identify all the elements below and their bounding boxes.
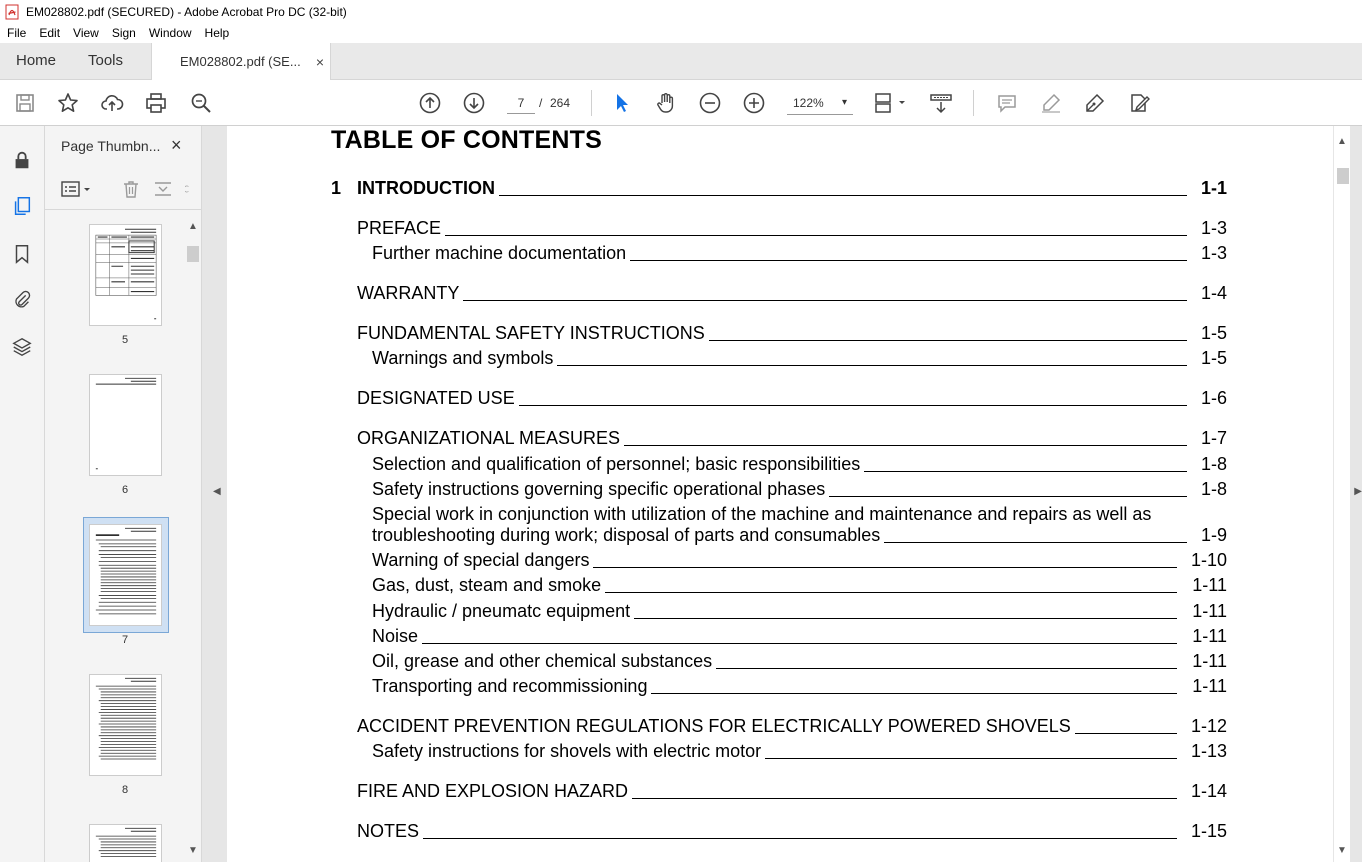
toc-entry-label: Warning of special dangers: [372, 550, 590, 570]
toc-entry-label: Transporting and recommissioning: [372, 676, 648, 696]
toc-entry-page: 1-11: [1192, 575, 1227, 595]
toc-entry-label: Gas, dust, steam and smoke: [372, 575, 602, 595]
toc-entry-label: Special work in conjunction with utilization of the machine and maintenance and repairs as well as: [372, 504, 1152, 524]
toc-entry-page: 1-1: [1200, 178, 1227, 198]
toc-entry[interactable]: [372, 479, 1227, 500]
toc-entry-label: FIRE AND EXPLOSION HAZARD: [357, 781, 629, 801]
chevron-down-icon: ▾: [841, 97, 847, 108]
toc-entry[interactable]: [372, 525, 1227, 546]
toc-entry-label: Warnings and symbols: [372, 348, 554, 368]
toc-entry[interactable]: [372, 504, 1227, 525]
page-total: 264: [550, 96, 571, 110]
thumbnail-page-number: 5: [121, 334, 129, 346]
toc-entry-page: 1-11: [1192, 651, 1227, 671]
menu-file[interactable]: File: [7, 26, 27, 40]
toc-entry[interactable]: [357, 283, 1227, 304]
comment-icon[interactable]: [995, 91, 1019, 115]
toc-entry-page: 1-8: [1200, 454, 1227, 474]
toc-entry-label: troubleshooting during work; disposal of parts and consumables: [372, 525, 881, 545]
chevron-down-icon[interactable]: ▼: [188, 845, 198, 856]
search-icon[interactable]: [189, 91, 213, 115]
tab-document-label: EM028802.pdf (SE...: [180, 54, 301, 69]
toc-entry-page: 1-12: [1190, 716, 1227, 736]
toc-leader-line: [423, 838, 1177, 839]
toc-entry[interactable]: [357, 821, 1227, 842]
toc-entry-label: PREFACE: [357, 218, 442, 238]
page-layout-icon[interactable]: [874, 91, 910, 115]
highlighter-icon[interactable]: [1039, 91, 1063, 115]
menu-view[interactable]: View: [73, 26, 99, 40]
zoom-dropdown[interactable]: [787, 91, 853, 115]
zoom-out-icon[interactable]: [698, 91, 722, 115]
menu-window[interactable]: Window: [148, 26, 192, 40]
chevron-down-icon[interactable]: ▼: [1337, 845, 1347, 856]
thumbnail-page-number: 8: [121, 784, 129, 796]
menu-help[interactable]: Help: [204, 26, 230, 40]
toc-entry-page: 1-11: [1192, 626, 1227, 646]
toc-entry[interactable]: [357, 323, 1227, 344]
tab-home[interactable]: Home: [16, 52, 57, 69]
toc-entry-label: NOTES: [357, 821, 420, 841]
toc-title: TABLE OF CONTENTS: [331, 126, 602, 154]
toc-entry-page: 1-10: [1190, 550, 1227, 570]
toc-entry[interactable]: [372, 550, 1227, 571]
toc-leader-line: [557, 365, 1187, 366]
chevron-up-icon[interactable]: ▲: [188, 221, 198, 232]
toc-entry[interactable]: [357, 178, 1227, 199]
toc-entry[interactable]: [372, 601, 1227, 622]
thumbnail-page[interactable]: [89, 374, 162, 476]
toc-entry-page: 1-3: [1200, 243, 1227, 263]
toc-entry-page: 1-9: [1200, 525, 1227, 545]
thumbnail-scroll-thumb[interactable]: [187, 246, 199, 262]
toc-leader-line: [716, 668, 1177, 669]
tab-bar: [0, 43, 1362, 80]
cloud-upload-icon[interactable]: [100, 91, 124, 115]
toc-entry[interactable]: [372, 348, 1227, 369]
toolbar-divider: [591, 90, 592, 116]
toc-entry-label: ORGANIZATIONAL MEASURES: [357, 428, 621, 448]
toc-leader-line: [630, 260, 1187, 261]
attachment-icon[interactable]: [10, 287, 34, 311]
toc-entry-label: FUNDAMENTAL SAFETY INSTRUCTIONS: [357, 323, 705, 343]
collapse-right-panel-icon[interactable]: ▶: [1354, 486, 1362, 497]
toc-leader-line: [829, 496, 1187, 497]
toc-leader-line: [709, 340, 1187, 341]
toc-entry-page: 1-3: [1200, 218, 1227, 238]
thumbnail-page-number: 6: [121, 484, 129, 496]
panel-title: Page Thumbn...: [61, 138, 161, 154]
layers-icon[interactable]: [10, 335, 34, 359]
save-icon[interactable]: [13, 91, 37, 115]
toc-entry-page: 1-7: [1200, 428, 1227, 448]
tab-document[interactable]: [151, 43, 331, 80]
thumbnail-scrollbar[interactable]: [185, 211, 201, 862]
previous-page-icon[interactable]: [418, 91, 442, 115]
toc-entry-page: 1-6: [1200, 388, 1227, 408]
toc-entry-page: 1-11: [1192, 676, 1227, 696]
toc-entry-label: Noise: [372, 626, 419, 646]
close-panel-icon[interactable]: ×: [171, 135, 182, 155]
toc-entry-label: INTRODUCTION: [357, 178, 495, 198]
toc-entry[interactable]: [372, 626, 1227, 647]
thumbnail-page[interactable]: [89, 674, 162, 776]
thumbnail-page[interactable]: [89, 224, 162, 326]
document-scrollbar[interactable]: [1333, 126, 1350, 862]
toc-entry-label: Oil, grease and other chemical substances: [372, 651, 713, 671]
toc-entry-page: 1-5: [1200, 348, 1227, 368]
toolbar: [0, 80, 1362, 126]
page-separator: /: [539, 96, 543, 110]
toc-entry-page: 1-8: [1200, 479, 1227, 499]
tab-tools[interactable]: Tools: [88, 52, 124, 69]
insert-page-icon[interactable]: [153, 178, 173, 200]
thumbnail-page-number: 7: [121, 634, 129, 646]
toc-entry-label: Further machine documentation: [372, 243, 627, 263]
fill-sign-icon[interactable]: [1127, 91, 1151, 115]
toc-entry[interactable]: [372, 651, 1227, 672]
print-icon[interactable]: [144, 91, 168, 115]
thumbnail-toolbar: [45, 170, 201, 210]
hand-tool-icon[interactable]: [654, 91, 678, 115]
next-page-icon[interactable]: [462, 91, 486, 115]
toc-leader-line: [593, 567, 1177, 568]
toc-leader-line: [884, 542, 1187, 543]
scroll-mode-icon[interactable]: [929, 91, 953, 115]
document-scroll-thumb[interactable]: [1337, 168, 1349, 184]
delete-page-icon[interactable]: [121, 178, 141, 200]
page-thumbnails-icon[interactable]: [10, 194, 34, 218]
toc-leader-line: [422, 643, 1177, 644]
toc-entry[interactable]: [372, 454, 1227, 475]
toc-entry-page: 1-4: [1200, 283, 1227, 303]
chapter-number: 1: [331, 178, 342, 198]
toc-entry[interactable]: [372, 741, 1227, 762]
page-number-input[interactable]: [507, 92, 535, 114]
toc-entry-page: 1-5: [1200, 323, 1227, 343]
thumbnail-page-selected[interactable]: [89, 524, 162, 626]
left-tool-rail: [0, 126, 45, 862]
toc-entry-label: Selection and qualification of personnel; basic responsibilities: [372, 454, 861, 474]
toc-entry[interactable]: [357, 781, 1227, 802]
toc-entry-label: WARRANTY: [357, 283, 460, 303]
chevron-up-icon[interactable]: ▲: [1337, 136, 1347, 147]
toc-leader-line: [499, 195, 1187, 196]
page-thumbnails-panel: [45, 126, 202, 862]
menu-sign[interactable]: Sign: [111, 26, 136, 40]
toc-entry-page: 1-11: [1192, 601, 1227, 621]
star-bookmark-icon[interactable]: [56, 91, 80, 115]
toc-entry-label: Safety instructions governing specific operational phases: [372, 479, 826, 499]
lock-icon[interactable]: [10, 148, 34, 172]
toc-entry-label: Safety instructions for shovels with electric motor: [372, 741, 762, 761]
toc-leader-line: [463, 300, 1187, 301]
toc-entry-label: DESIGNATED USE: [357, 388, 515, 408]
close-tab-icon[interactable]: ×: [315, 54, 324, 70]
toc-leader-line: [634, 618, 1177, 619]
bookmark-icon[interactable]: [10, 242, 34, 266]
window-title: EM028802.pdf (SECURED) - Adobe Acrobat Pro DC (32-bit): [26, 4, 347, 19]
toc-leader-line: [651, 693, 1177, 694]
zoom-value: 122%: [793, 96, 824, 110]
toc-entry-label: Hydraulic / pneumatc equipment: [372, 601, 631, 621]
toc-entry[interactable]: [357, 388, 1227, 409]
toc-leader-line: [1075, 733, 1177, 734]
toc-entry-page: 1-14: [1190, 781, 1227, 801]
toc-entry[interactable]: [357, 716, 1227, 737]
toc-entry[interactable]: [372, 676, 1227, 697]
toc-leader-line: [445, 235, 1187, 236]
toolbar-divider: [973, 90, 974, 116]
rotate-page-icon[interactable]: [185, 178, 195, 200]
toc-entry[interactable]: [372, 575, 1227, 596]
toc-entry-label: ACCIDENT PREVENTION REGULATIONS FOR ELECTRICALLY POWERED SHOVELS: [357, 716, 1071, 736]
title-bar: [0, 0, 1362, 23]
toc-entry[interactable]: [372, 243, 1227, 264]
zoom-in-icon[interactable]: [742, 91, 766, 115]
menu-edit[interactable]: Edit: [39, 26, 61, 40]
toc-entry-page: 1-13: [1190, 741, 1227, 761]
toc-leader-line: [519, 405, 1187, 406]
thumbnail-list: [45, 211, 185, 862]
toc-leader-line: [605, 592, 1177, 593]
acrobat-pdf-icon: [4, 4, 20, 20]
pdf-page: [227, 126, 1333, 862]
toc-leader-line: [632, 798, 1177, 799]
toc-leader-line: [765, 758, 1177, 759]
thumbnail-page[interactable]: [89, 824, 162, 862]
collapse-left-panel-icon[interactable]: ◀: [213, 486, 221, 497]
toc-entry[interactable]: [357, 428, 1227, 449]
toc-leader-line: [864, 471, 1187, 472]
thumbnail-options-icon[interactable]: [61, 178, 93, 200]
toc-entry-page: 1-15: [1190, 821, 1227, 841]
toc-entry[interactable]: [357, 218, 1227, 239]
document-viewport: [202, 126, 1362, 862]
sign-pen-icon[interactable]: [1083, 91, 1107, 115]
toc-leader-line: [624, 445, 1187, 446]
menu-bar: [0, 23, 1362, 43]
select-cursor-icon[interactable]: [610, 91, 634, 115]
